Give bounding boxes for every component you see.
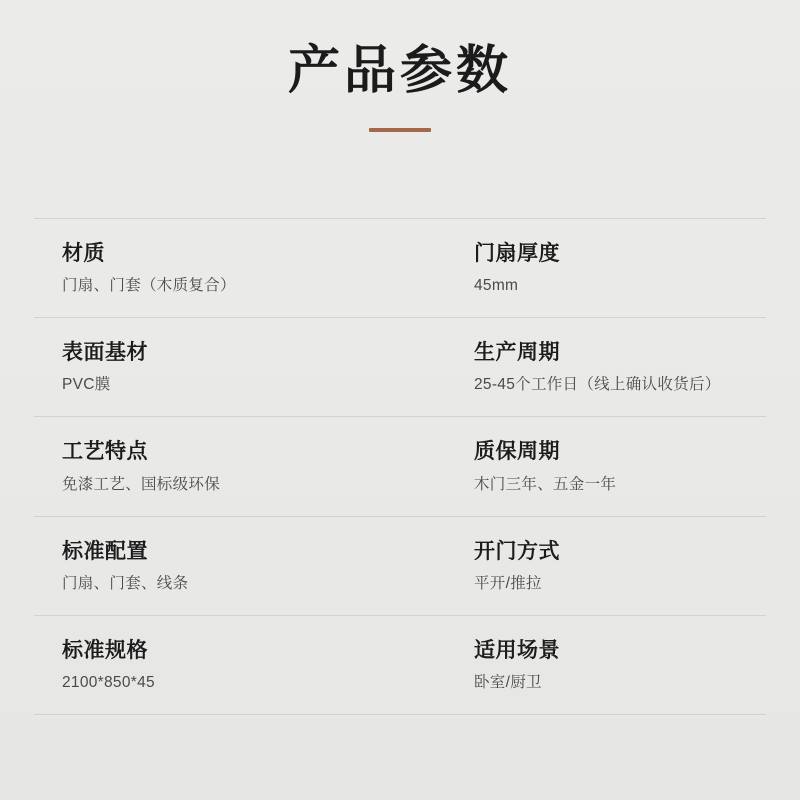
spec-label: 工艺特点 xyxy=(62,440,148,464)
page-title: 产品参数 xyxy=(287,42,512,100)
spec-cell-surface-substrate xyxy=(34,340,400,396)
spec-cell-applicable-scene xyxy=(400,638,766,694)
spec-cell-warranty-period xyxy=(400,439,766,495)
spec-label: 标准规格 xyxy=(62,638,148,662)
spec-cell-standard-size xyxy=(34,638,400,694)
title-accent-divider xyxy=(369,128,431,132)
spec-cell-door-thickness xyxy=(400,241,766,297)
spec-value: 卧室/厨卫 xyxy=(474,673,542,691)
spec-cell-craft-features xyxy=(34,439,400,495)
spec-value: 2100*850*45 xyxy=(62,673,155,691)
spec-cell-production-cycle xyxy=(400,340,766,396)
spec-label: 质保周期 xyxy=(474,440,560,464)
table-row xyxy=(34,516,766,615)
spec-cell-standard-configuration xyxy=(34,539,400,595)
spec-label: 材质 xyxy=(62,242,105,265)
table-row xyxy=(34,218,766,317)
spec-table xyxy=(34,218,766,715)
spec-value: PVC膜 xyxy=(62,376,111,394)
spec-value: 25-45个工作日（线上确认收货后） xyxy=(474,376,721,394)
spec-value: 木门三年、五金一年 xyxy=(474,475,617,493)
spec-label: 生产周期 xyxy=(474,341,560,365)
spec-value: 免漆工艺、国标级环保 xyxy=(62,475,221,493)
spec-value: 45mm xyxy=(474,277,519,295)
spec-label: 表面基材 xyxy=(62,341,148,365)
page-header xyxy=(0,0,800,132)
spec-label: 开门方式 xyxy=(474,539,560,563)
table-row xyxy=(34,416,766,515)
table-row xyxy=(34,317,766,416)
spec-value: 门扇、门套、线条 xyxy=(62,574,189,592)
table-row xyxy=(34,615,766,715)
spec-value: 门扇、门套（木质复合） xyxy=(62,277,236,295)
spec-cell-material xyxy=(34,241,400,297)
spec-label: 标准配置 xyxy=(62,539,148,563)
spec-label: 门扇厚度 xyxy=(474,242,560,265)
spec-value: 平开/推拉 xyxy=(474,574,542,592)
spec-label: 适用场景 xyxy=(474,638,560,662)
spec-cell-opening-method xyxy=(400,539,766,595)
